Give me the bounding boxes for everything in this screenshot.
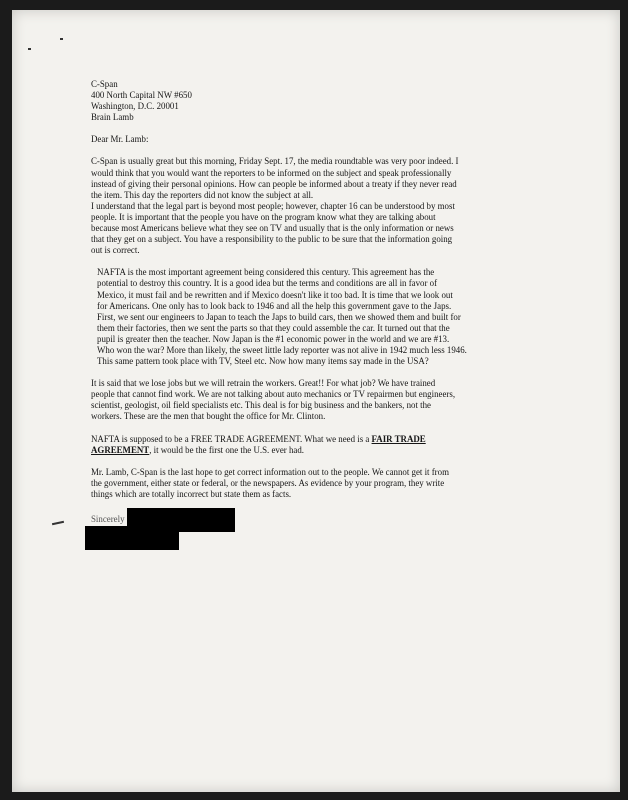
text-segment: , it would be the first one the U.S. ever had. [149,444,304,455]
text-line: that they get on a subject. You have a responsibility to the public to be sure that the information going [91,234,453,245]
text-line: Who won the war? More than likely, the sweet little lady reporter was not alive in 1942 much less 1946. [97,344,467,355]
text-line: scientist, geologist, oil field specialists etc. This deal is for big business and the bankers, not the [91,400,431,411]
text-line: NAFTA is the most important agreement being considered this century. This agreement has the [97,267,435,278]
text-line: I understand that the legal part is beyond most people; however, chapter 16 can be understood by most [91,200,455,211]
paragraph-fair-trade [91,434,531,456]
text-line: the government, either state or federal, or the newspapers. As evidence by your program, they write [91,477,445,488]
text-line: Mr. Lamb, C-Span is the last hope to get correct information out to the people. We cannot get it from [91,466,449,477]
text-segment: NAFTA is supposed to be a FREE TRADE AGREEMENT. What we need is a [91,433,372,444]
recipient-address [91,79,531,123]
redaction-box [85,526,179,550]
text-line: First, we sent our engineers to Japan to teach the Japs to build cars, then we showed them and built for [97,311,461,322]
signature-partial-text: Sincerely [91,514,125,524]
paragraph-media-roundtable [91,156,531,256]
text-line: people. It is important that the people you have on the program know what they are talking about [91,211,436,222]
text-line: potential to destroy this country. It is a good idea but the terms and conditions are all in favor of [97,278,438,289]
text-line: for Americans. One only has to look back to 1946 and all the help this government gave to the Japs. [97,300,452,311]
text-line: pupil is greater then the teacher. Now Japan is the #1 economic power in the world and we are #13. [97,333,450,344]
paragraph-retraining [91,378,531,422]
text-line: This same pattern took place with TV, Steel etc. Now how many items say made in the USA? [97,356,429,367]
salutation: Dear Mr. Lamb: [91,134,149,145]
paragraph-nafta-agreement [91,267,531,367]
text-line: instead of giving their personal opinions. How can people be informed about a treaty if they never read [91,178,457,189]
address-line: C-Span [91,79,118,89]
text-line: would think that you would want the reporters to be informed on the subject and speak professionally [91,167,452,178]
text-line: the item. This day the reporters did not know the subject at all. [91,189,314,200]
scan-speck [60,38,63,40]
letter-body [91,79,531,554]
text-line: out is correct. [91,245,140,256]
text-line: C-Span is usually great but this morning, Friday Sept. 17, the media roundtable was very poor indeed. I [91,156,459,167]
agreement-emphasis: AGREEMENT [91,444,150,455]
text-line: workers. These are the men that bought the office for Mr. Clinton. [91,411,326,422]
address-line: Brain Lamb [91,112,134,123]
signature-block [91,514,531,554]
text-line: people that cannot find work. We are not talking about auto mechanics or TV repairmen but engineers, [91,389,456,400]
fair-trade-emphasis: FAIR TRADE [371,433,426,444]
address-line: Washington, D.C. 20001 [91,101,179,112]
scan-speck [28,48,31,50]
text-line: Mexico, it must fail and be rewritten and if Mexico doesn't like it too bad. It is time that we look out [97,289,453,300]
scan-mark [52,521,64,525]
address-line: 400 North Capital NW #650 [91,90,192,101]
paragraph-closing [91,467,531,500]
text-line: them their factories, then we sent the parts so that they could assemble the car. It turned out that the [97,322,450,333]
text-line: things which are totally incorrect but state them as facts. [91,488,292,499]
text-line: It is said that we lose jobs but we will retrain the workers. Great!! For what job? We have trained [91,378,436,389]
text-line: because most Americans believe what they see on TV and usually that is the only information or news [91,223,454,234]
